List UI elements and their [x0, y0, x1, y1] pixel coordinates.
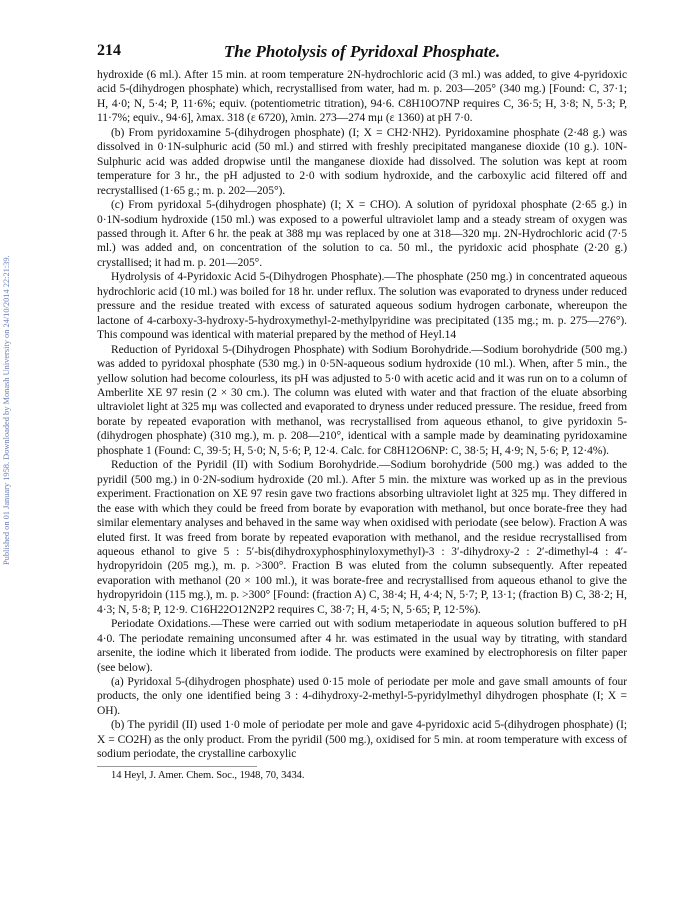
footnote-divider [97, 766, 257, 767]
paragraph: (b) From pyridoxamine 5-(dihydrogen phosphate) (I; X = CH2·NH2). Pyridoxamine phosphate (2·48 g.) was dissolved in 0·1N-sulphuric acid (50 ml.) and stirred with freshly precipitated manganese dioxide (10 g.). 10N-Sulphuric acid was added dropwise until the manganese dioxide had dissolved. The solution was kept at room temperature for 3 hr., the pH adjusted to 2·0 with sodium hydroxide, and the carboxylic acid filtered off and recrystallised (1·65 g.; m. p. 202—205°). [97, 126, 627, 197]
page-header [97, 42, 627, 64]
paragraph: Reduction of the Pyridil (II) with Sodium Borohydride.—Sodium borohydride (500 mg.) was added to the pyridil (500 mg.) in 0·2N-sodium hydroxide (20 ml.). After 5 min. the mixture was worked up as in the previous experiment. Fractionation on XE 97 resin gave two fractions absorbing ultraviolet light at 325 mμ. They differed in the ease with which they could be freed from borate by evaporation with methanol, but once borate-free they had similar elementary analyses and behaved in the same way when oxidised with periodate (see below). Fraction A was eluted first. It was freed from borate by repeated evaporation with methanol, and the residue recrystallised from aqueous ethanol to give 5 : 5′-bis(dihydroxyphosphinyloxymethyl)-3 : 3′-dihydroxy-2 : 2′-dimethyl-4 : 4′-hydropyridoin (205 mg.), m. p. >300°. Fraction B was eluted from the column subsequently. After repeated evaporation with methanol (20 × 100 ml.), it was borate-free and recrystallised from aqueous ethanol to give the hydropyridoin (115 mg.), m. p. >300° [Found: (fraction A) C, 38·4; H, 4·4; N, 5·7; P, 13·1; (fraction B) C, 38·2; H, 4·3; N, 5·8; P, 12·9. C16H22O12N2P2 requires C, 38·7; H, 4·5; N, 5·65; P, 12·5%). [97, 459, 627, 616]
paper-page [97, 42, 627, 782]
footnote: 14 Heyl, J. Amer. Chem. Soc., 1948, 70, 3434. [111, 769, 305, 781]
paragraph: Hydrolysis of 4-Pyridoxic Acid 5-(Dihydrogen Phosphate).—The phosphate (250 mg.) in concentrated aqueous hydrochloric acid (10 ml.) was boiled for 18 hr. under reflux. The solution was evaporated to dryness under reduced pressure and the residue treated with excess of saturated aqueous sodium hydrogen carbonate, whereupon the lactone of 4-carboxy-3-hydroxy-5-hydroxymethyl-2-methylpyridine was precipitated (135 mg.; m. p. 275—276°). This compound was identical with material prepared by the method of Heyl.14 [97, 271, 627, 342]
page-number: 214 [97, 42, 121, 59]
article-body [97, 68, 627, 762]
paragraph: (c) From pyridoxal 5-(dihydrogen phosphate) (I; X = CHO). A solution of pyridoxal phosphate (2·65 g.) in 0·1N-sodium hydroxide (150 ml.) was exposed to a powerful ultraviolet lamp and a steady stream of oxygen was passed through it. After 6 hr. the peak at 388 mμ was replaced by one at 318—320 mμ. 2N-Hydrochloric acid (7·5 ml.) was added and, on concentration of the solution to ca. 50 ml., the pyridoxic acid phosphate (2·20 g.) crystallised; it had m. p. 201—205°. [97, 199, 627, 269]
running-title: The Photolysis of Pyridoxal Phosphate. [223, 42, 501, 61]
publication-download-note: Published on 01 January 1958. Downloaded by Monash University on 24/10/2014 22:21:39. [2, 255, 11, 565]
paragraph: (a) Pyridoxal 5-(dihydrogen phosphate) used 0·15 mole of periodate per mole and gave small amounts of four products, the only one identified being 3 : 4-dihydroxy-2-methyl-5-pyridylmethyl dihydrogen phosphate (I; X = OH). [97, 676, 627, 717]
paragraph: (b) The pyridil (II) used 1·0 mole of periodate per mole and gave 4-pyridoxic acid 5-(dihydrogen phosphate) (I; X = CO2H) as the only product. From the pyridil (500 mg.), oxidised for 5 min. at room temperature with excess of sodium periodate, the crystalline carboxylic [97, 719, 627, 761]
paragraph: Reduction of Pyridoxal 5-(Dihydrogen Phosphate) with Sodium Borohydride.—Sodium borohydride (500 mg.) was added to pyridoxal phosphate (530 mg.) in 0·5N-aqueous sodium hydroxide (10 ml.). When, after 5 min., the yellow solution had become colourless, its pH was adjusted to 5·0 with acetic acid and it was run on to a column of Amberlite XE 97 resin (2 × 30 cm.). The column was eluted with water and that fraction of the eluate absorbing ultraviolet light at 325 mμ was collected and evaporated to dryness under reduced pressure. The residue, freed from borate by repeated evaporation with methanol, was recrystallised from aqueous ethanol, to give pyridoxin 5-(dihydrogen phosphate) (310 mg.), m. p. 208—210°, identical with a sample made by deaminating pyridoxamine phosphate 1 (Found: C, 39·5; H, 5·0; N, 5·6; P, 12·4. Calc. for C8H12O6NP: C, 38·5; H, 4·9; N, 5·6; P, 12·4%). [97, 343, 627, 457]
paragraph: hydroxide (6 ml.). After 15 min. at room temperature 2N-hydrochloric acid (3 ml.) was added, to give 4-pyridoxic acid 5-(dihydrogen phosphate) which, recrystallised from water, had m. p. 203—205° (340 mg.) [Found: C, 37·1; H, 4·0; N, 5·4; P, 11·6%; equiv. (potentiometric titration), 94·6. C8H10O7NP requires C, 36·5; H, 3·8; N, 5·3; P, 11·7%; equiv., 94·6], λmax. 318 (ε 6720), λmin. 273—274 mμ (ε 1360) at pH 7·0. [97, 69, 627, 125]
paragraph: Periodate Oxidations.—These were carried out with sodium metaperiodate in aqueous solution buffered to pH 4·0. The periodate remaining unconsumed after 4 hr. was estimated in the usual way by titrating, with standard arsenite, the iodine which it liberated from iodide. The products were examined by electrophoresis on filter paper (see below). [97, 618, 627, 674]
